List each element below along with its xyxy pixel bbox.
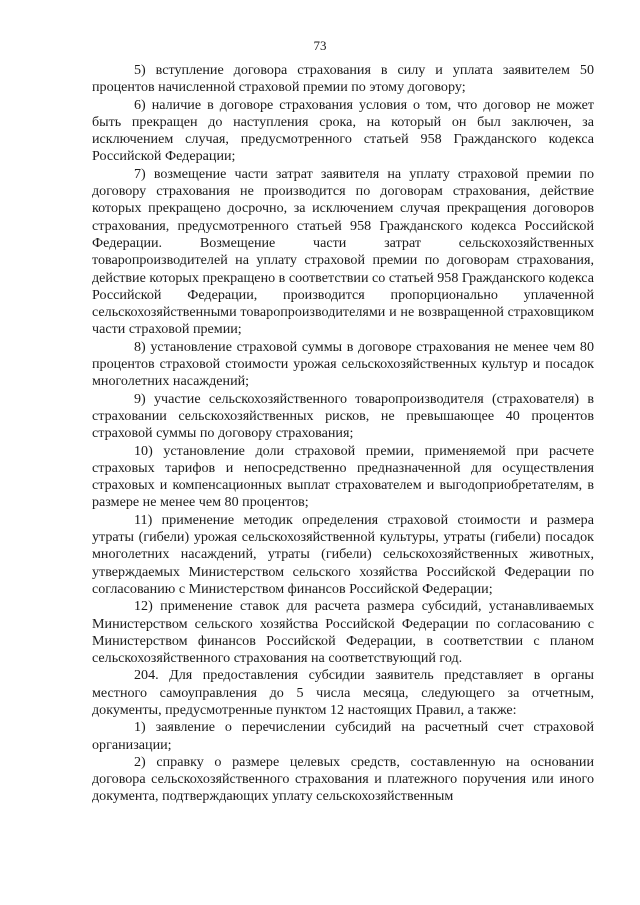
paragraph-section-204: 204. Для предоставления субсидии заявитель представляет в органы местного самоуправления до 5 числа месяца, следующего за отчетным, документы, предусмотренные пунктом 12 настоящих Правил, а также: [92,667,594,718]
paragraph-item-12: 12) применение ставок для расчета размера субсидий, устанавливаемых Министерством сельского хозяйства Российской Федерации по согласованию с Министерством финансов Российской Федерации, в соответствии с планом сельскохозяйственного страхования на соответствующий год. [92,598,594,667]
paragraph-item-7: 7) возмещение части затрат заявителя на уплату страховой премии по договору страхования не производится по договорам страхования, действие которых прекращено досрочно, за исключением случая прекращения договоров страхования, предусмотренного статьей 958 Гражданского кодекса Российской Федерации. Возмещение части затрат сельскохозяйственных товаропроизводителей на уплату страховой премии по договорам страхования, действие которых прекращено в соответствии со статьей 958 Гражданского кодекса Российской Федерации, производится пропорционально уплаченной сельскохозяйственными товаропроизводителями и не возвращенной страховщиком части страховой премии; [92,165,594,338]
paragraph-item-10: 10) установление доли страховой премии, применяемой при расчете страховых тарифов и непосредственно предназначенной для осуществления страховых и компенсационных выплат страхователем и выгодоприобретателям, в размере не менее чем 80 процентов; [92,442,594,511]
paragraph-item-8: 8) установление страховой суммы в договоре страхования не менее чем 80 процентов страховой стоимости урожая сельскохозяйственных культур и посадок многолетних насаждений; [92,338,594,390]
paragraph-item-11: 11) применение методик определения страховой стоимости и размера утраты (гибели) урожая сельскохозяйственной культуры, утраты (гибели) посадок многолетних насаждений, утраты (гибели) сельскохозяйственных животных, утверждаемых Министерством сельского хозяйства Российской Федерации по согласованию с Министерством финансов Российской Федерации; [92,511,594,597]
paragraph-item-9: 9) участие сельскохозяйственного товаропроизводителя (страхователя) в страховании сельскохозяйственных рисков, не превышающее 40 процентов страховой суммы по договору страхования; [92,390,594,442]
paragraph-item-6: 6) наличие в договоре страхования условия о том, что договор не может быть прекращен до наступления срока, на который он был заключен, за исключением случая, предусмотренного статьей 958 Гражданского кодекса Российской Федерации; [92,96,594,165]
page-number: 73 [313,38,327,53]
paragraph-subitem-2: 2) справку о размере целевых средств, составленную на основании договора сельскохозяйственного страхования и платежного поручения или иного документа, подтверждающих уплату сельскохозяйственным [92,753,594,805]
paragraph-subitem-1: 1) заявление о перечислении субсидий на расчетный счет страховой организации; [92,719,594,753]
paragraph-item-5: 5) вступление договора страхования в силу и уплата заявителем 50 процентов начисленной страховой премии по этому договору; [92,62,594,96]
document-body [92,62,594,806]
